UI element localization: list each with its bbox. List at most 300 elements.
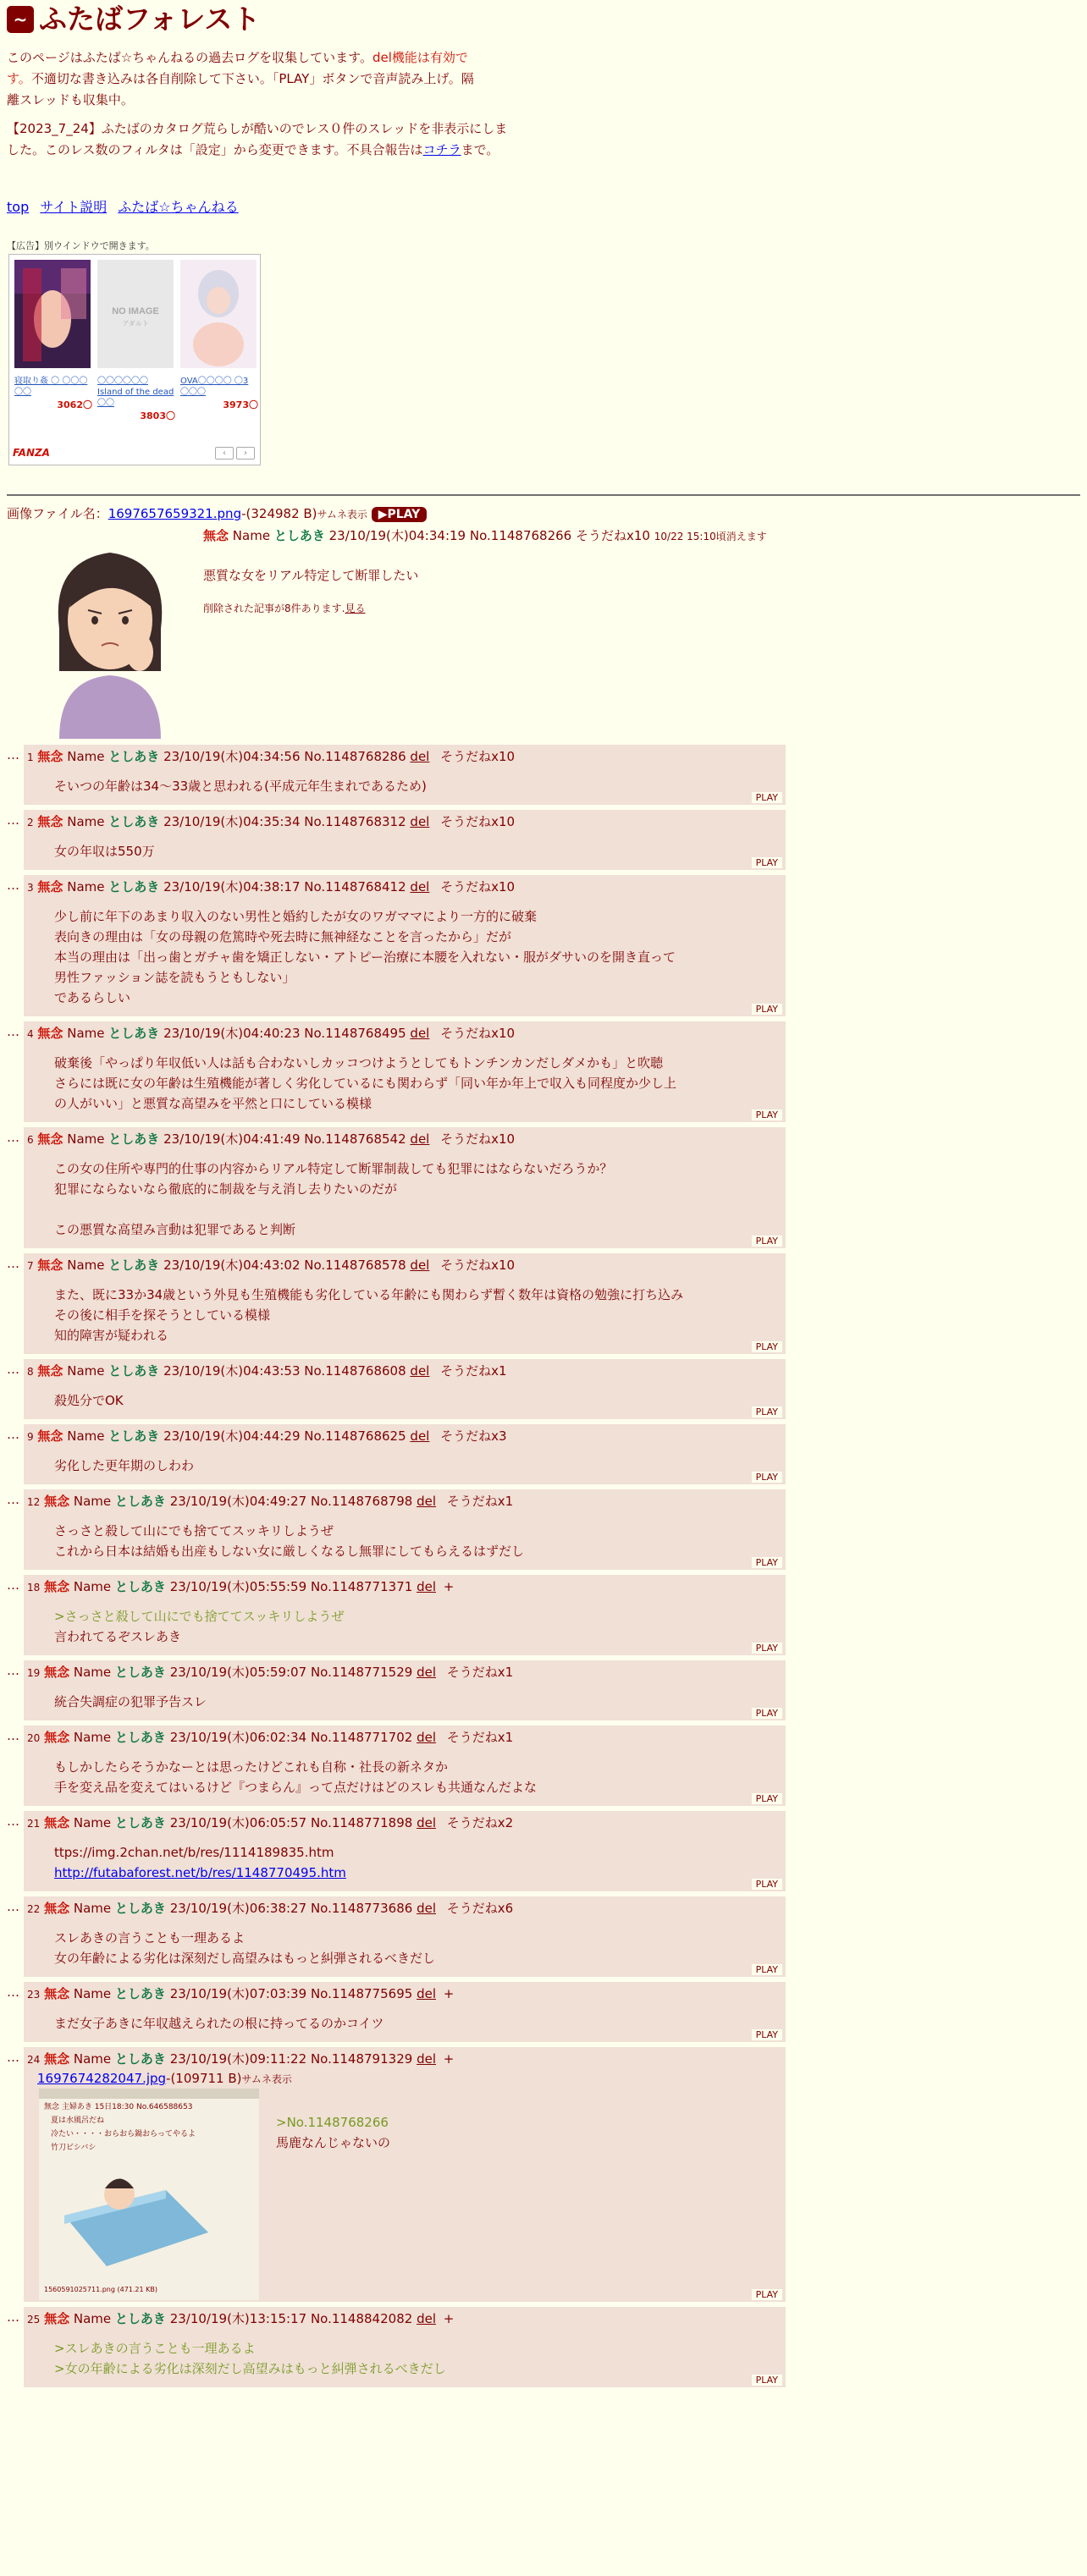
sodane-button[interactable]: + bbox=[443, 2051, 455, 2067]
post-number[interactable]: No.1148771371 bbox=[310, 1579, 413, 1594]
poster-name: としあき bbox=[114, 1986, 166, 2001]
ad-thumbnail[interactable] bbox=[14, 260, 91, 368]
reply-text: 少し前に年下のあまり収入のない男性と婚約したが女のワガママにより一方的に破棄 表向きの理由は「女の母親の危篤時や死去時に無神経なことを言ったから」だが 本当の理由は「出っ歯とガチャ歯を矯正しない・アトピー治療に本腰を入れない・服がダサいのを開き直って 男性ファッション誌を読もうともしない」 であるらしい bbox=[54, 909, 676, 1005]
reply-body bbox=[27, 2003, 782, 2040]
play-button[interactable]: PLAY bbox=[752, 1109, 782, 1120]
reply-marker: … bbox=[7, 1130, 18, 1145]
reply-text: ttps://img.2chan.net/b/res/1114189835.htm bbox=[54, 1845, 334, 1860]
reply-marker: … bbox=[7, 1427, 18, 1442]
reply-header bbox=[27, 1900, 782, 1918]
del-link[interactable]: del bbox=[410, 1258, 430, 1273]
sodane-button[interactable]: そうだねx1 bbox=[446, 1665, 514, 1680]
no-image-text: NO IMAGE bbox=[112, 306, 159, 316]
sodane-button[interactable]: そうだねx10 bbox=[440, 879, 516, 894]
reply-marker: … bbox=[7, 1663, 18, 1678]
file-size: -(324982 B) bbox=[241, 506, 317, 521]
post-date: 23/10/19(木)07:03:39 bbox=[169, 1986, 307, 2001]
reply-index: 4 bbox=[27, 1028, 34, 1040]
poster-name: としあき bbox=[108, 1026, 160, 1041]
reply-row bbox=[7, 1575, 786, 1655]
del-link[interactable]: del bbox=[417, 1579, 436, 1594]
post-subject: 無念 bbox=[37, 1363, 63, 1379]
name-label: Name bbox=[67, 1428, 105, 1444]
reply-row bbox=[7, 1424, 786, 1484]
post-subject: 無念 bbox=[37, 879, 63, 894]
quote-text: >No.1148768266 bbox=[276, 2115, 389, 2130]
post-number[interactable]: No.1148768412 bbox=[304, 879, 406, 894]
poster-name: としあき bbox=[108, 1258, 160, 1273]
play-button[interactable]: PLAY bbox=[752, 2375, 782, 2386]
reply-header bbox=[27, 1664, 782, 1682]
reply-text: 女の年収は550万 bbox=[54, 844, 155, 859]
name-label: Name bbox=[73, 1986, 112, 2001]
reply-index: 22 bbox=[27, 1903, 41, 1915]
reply-index: 21 bbox=[27, 1818, 41, 1830]
poster-name: としあき bbox=[114, 1901, 166, 1916]
sodane-button[interactable]: そうだねx10 bbox=[576, 528, 650, 543]
name-label: Name bbox=[73, 2311, 112, 2326]
reply-body bbox=[27, 1148, 782, 1247]
intro-line-2: 不適切な書き込みは各自削除して下さい。「PLAY」ボタンで音声読み上げ。隔 bbox=[30, 70, 474, 86]
post-number[interactable]: No.1148771529 bbox=[310, 1665, 413, 1680]
ad-item-title[interactable]: 〇〇〇〇〇〇 Island of the dead 〇〇 bbox=[97, 377, 174, 408]
reply-row bbox=[7, 1489, 786, 1570]
name-label: Name bbox=[67, 749, 105, 764]
poster-name: としあき bbox=[114, 1815, 166, 1830]
reply-text: 馬鹿なんじゃないの bbox=[276, 2135, 391, 2150]
intro-highlight: del機能は有効で bbox=[372, 50, 468, 65]
nav-about-link[interactable]: サイト説明 bbox=[40, 199, 108, 215]
name-label: Name bbox=[232, 528, 271, 543]
reply-box bbox=[24, 1726, 786, 1806]
reply-row bbox=[7, 2307, 786, 2387]
sodane-button[interactable]: そうだねx10 bbox=[440, 1026, 516, 1041]
play-button[interactable]: PLAY bbox=[752, 1557, 782, 1568]
next-arrow-icon[interactable]: › bbox=[236, 447, 255, 460]
reply-box bbox=[24, 745, 786, 805]
reply-index: 19 bbox=[27, 1667, 41, 1679]
show-deleted-link[interactable]: 見る bbox=[345, 603, 366, 614]
sodane-button[interactable]: そうだねx10 bbox=[440, 1258, 516, 1273]
reply-row bbox=[7, 1896, 786, 1977]
sodane-button[interactable]: そうだねx3 bbox=[440, 1428, 507, 1444]
post-number[interactable]: No.1148773686 bbox=[310, 1901, 413, 1916]
ad-item-price: 3062〇 bbox=[57, 399, 92, 410]
reply-body bbox=[27, 831, 782, 868]
del-link[interactable]: del bbox=[410, 879, 430, 894]
no-image-sub: アダルト bbox=[122, 320, 149, 328]
reply-index: 12 bbox=[27, 1496, 41, 1508]
reply-row bbox=[7, 1127, 786, 1248]
site-title: ふたばフォレスト bbox=[39, 3, 261, 36]
reply-row bbox=[7, 1253, 786, 1354]
sodane-button[interactable]: そうだねx2 bbox=[446, 1815, 514, 1830]
post-subject: 無念 bbox=[44, 1579, 70, 1594]
reply-index: 3 bbox=[27, 882, 34, 894]
reply-marker: … bbox=[7, 747, 18, 762]
reply-header bbox=[27, 813, 782, 831]
reply-index: 24 bbox=[27, 2054, 41, 2066]
reply-box bbox=[24, 1021, 786, 1122]
reply-row bbox=[7, 875, 786, 1016]
poster-name: としあき bbox=[114, 2051, 166, 2067]
reply-body bbox=[27, 1380, 782, 1417]
sodane-button[interactable]: そうだねx1 bbox=[446, 1494, 514, 1509]
post-subject: 無念 bbox=[37, 1258, 63, 1273]
poster-name: としあき bbox=[114, 1665, 166, 1680]
sodane-button[interactable]: そうだねx1 bbox=[440, 1363, 507, 1379]
deleted-text: 削除された記事が8件あります. bbox=[203, 603, 345, 614]
play-button[interactable]: PLAY bbox=[752, 1236, 782, 1247]
name-label: Name bbox=[73, 1901, 112, 1916]
no-image-placeholder[interactable] bbox=[97, 260, 174, 368]
sodane-button[interactable]: そうだねx6 bbox=[446, 1901, 514, 1916]
del-link[interactable]: del bbox=[417, 1986, 436, 2001]
del-link[interactable]: del bbox=[417, 1901, 436, 1916]
post-subject: 無念 bbox=[37, 1026, 63, 1041]
reply-box bbox=[24, 1896, 786, 1977]
post-subject: 無念 bbox=[203, 528, 229, 543]
reply-box bbox=[24, 1575, 786, 1655]
post-number[interactable]: No.1148768578 bbox=[304, 1258, 406, 1273]
post-date: 23/10/19(木)04:35:34 bbox=[163, 814, 301, 829]
play-button[interactable]: PLAY bbox=[752, 1708, 782, 1719]
post-number[interactable]: No.1148771702 bbox=[310, 1730, 413, 1745]
reply-index: 18 bbox=[27, 1582, 41, 1593]
reply-header bbox=[27, 2050, 782, 2068]
reply-text: 殺処分でOK bbox=[54, 1393, 124, 1408]
image-text: 夏は水風呂だね bbox=[51, 2116, 105, 2125]
post-subject: 無念 bbox=[44, 2051, 70, 2067]
reply-box bbox=[24, 2307, 786, 2387]
reply-box bbox=[24, 1127, 786, 1248]
reply-header bbox=[27, 748, 782, 766]
play-button[interactable]: PLAY bbox=[752, 1793, 782, 1804]
poster-name: としあき bbox=[108, 814, 160, 829]
sodane-button[interactable]: そうだねx10 bbox=[440, 1131, 516, 1147]
reply-marker: … bbox=[7, 1728, 18, 1743]
reply-header bbox=[27, 1578, 782, 1596]
sodane-button[interactable]: + bbox=[443, 1986, 455, 2001]
poster-name: としあき bbox=[108, 1131, 160, 1147]
post-subject: 無念 bbox=[44, 1665, 70, 1680]
name-label: Name bbox=[73, 1494, 112, 1509]
post-date: 23/10/19(木)06:02:34 bbox=[169, 1730, 307, 1745]
ad-item-price: 3803〇 bbox=[140, 410, 175, 421]
play-button[interactable]: PLAY bbox=[752, 857, 782, 868]
reply-body bbox=[27, 2328, 782, 2386]
post-date: 23/10/19(木)04:43:02 bbox=[163, 1258, 301, 1273]
sodane-button[interactable]: + bbox=[443, 1579, 455, 1594]
post-date: 23/10/19(木)04:41:49 bbox=[163, 1131, 301, 1147]
post-date: 23/10/19(木)06:38:27 bbox=[169, 1901, 307, 1916]
post-number[interactable]: No.1148768542 bbox=[304, 1131, 406, 1147]
reply-text: まだ女子あきに年収越えられたの根に持ってるのかコイツ bbox=[54, 2016, 384, 2031]
post-number[interactable]: No.1148768625 bbox=[304, 1428, 406, 1444]
reply-row bbox=[7, 745, 786, 805]
post-number[interactable]: No.1148775695 bbox=[310, 1986, 413, 2001]
reply-text: 破棄後「やっぱり年収低い人は話も合わないしカッコつけようとしてもトンチンカンだしダメかも」と吹聴 さらには既に女の年齢は生殖機能が著しく劣化しているにも関わらず「同い年か年上で収入も同程度か少し上 の人がいい」と悪質な高望みを平然と口にしている模様 bbox=[54, 1055, 677, 1111]
reply-index: 2 bbox=[27, 817, 34, 828]
name-label: Name bbox=[73, 1665, 112, 1680]
reply-body bbox=[27, 896, 782, 1015]
op-file-line bbox=[7, 504, 1082, 524]
ad-item[interactable] bbox=[14, 260, 92, 413]
ad-item[interactable] bbox=[97, 260, 175, 424]
notice-body: 【2023_7_24】ふたばのカタログ荒らしが酷いのでレス０件のスレッドを非表示にしました。このレス数のフィルタは「設定」から変更できます。不具合報告は bbox=[7, 121, 508, 157]
play-button[interactable]: PLAY bbox=[752, 1879, 782, 1890]
reply-row bbox=[7, 810, 786, 870]
reply-index: 9 bbox=[27, 1431, 34, 1443]
divider bbox=[7, 494, 1080, 496]
post-date: 23/10/19(木)05:55:59 bbox=[169, 1579, 307, 1594]
op-file-link[interactable]: 1697657659321.png bbox=[108, 506, 242, 521]
reply-box bbox=[24, 1982, 786, 2042]
post-subject: 無念 bbox=[44, 1986, 70, 2001]
reply-box bbox=[24, 1359, 786, 1419]
reply-row bbox=[7, 2047, 786, 2302]
poster-name: としあき bbox=[108, 879, 160, 894]
name-label: Name bbox=[73, 1579, 112, 1594]
reply-box bbox=[24, 1660, 786, 1720]
reply-text: また、既に33か34歳という外見も生殖機能も劣化している年齢にも関わらず暫く数年は資格の勉強に打ち込み その後に相手を探そうとしている模様 知的障害が疑われる bbox=[54, 1287, 684, 1343]
del-link[interactable]: del bbox=[417, 2311, 436, 2326]
reply-index: 20 bbox=[27, 1732, 41, 1744]
reply-body bbox=[27, 1918, 782, 1975]
site-logo-icon[interactable]: ~ bbox=[7, 6, 34, 33]
name-label: Name bbox=[67, 1131, 105, 1147]
del-link[interactable]: del bbox=[417, 2051, 436, 2067]
reply-file-link[interactable]: 1697674282047.jpg bbox=[37, 2071, 167, 2086]
nav-futaba-link[interactable]: ふたば☆ちゃんねる bbox=[118, 199, 239, 215]
image-text: 竹刀ビシバシ bbox=[51, 2144, 97, 2152]
play-button[interactable]: PLAY bbox=[752, 1964, 782, 1975]
del-link[interactable]: del bbox=[410, 1026, 430, 1041]
reply-marker: … bbox=[7, 812, 18, 828]
reply-header bbox=[27, 1814, 782, 1832]
notice-text bbox=[7, 118, 515, 161]
reply-header bbox=[27, 878, 782, 896]
op-text: 悪質な女をリアル特定して断罪したい bbox=[203, 568, 419, 583]
reply-body bbox=[27, 1747, 782, 1804]
poster-name: としあき bbox=[108, 1363, 160, 1379]
del-link[interactable]: del bbox=[410, 1428, 430, 1444]
name-label: Name bbox=[67, 1258, 105, 1273]
fanza-logo: FANZA bbox=[13, 446, 50, 459]
reply-marker: … bbox=[7, 1492, 18, 1507]
post-date: 23/10/19(木)04:44:29 bbox=[163, 1428, 301, 1444]
reply-body bbox=[27, 1596, 782, 1654]
play-button[interactable]: PLAY bbox=[752, 1341, 782, 1352]
reply-body bbox=[27, 1445, 782, 1483]
post-subject: 無念 bbox=[44, 1901, 70, 1916]
post-number[interactable]: No.1148842082 bbox=[310, 2311, 413, 2326]
post-subject: 無念 bbox=[44, 2311, 70, 2326]
reply-header bbox=[27, 1729, 782, 1747]
reply-text: スレあきの言うことも一理あるよ 女の年齢による劣化は深刻だし高望みはもっと糾弾されるべきだし bbox=[54, 1930, 436, 1966]
del-link[interactable]: del bbox=[410, 1131, 430, 1147]
reply-marker: … bbox=[7, 1362, 18, 1377]
name-label: Name bbox=[73, 1815, 112, 1830]
reply-text: もしかしたらそうかなーとは思ったけどこれも自称・社長の新ネタか 手を変え品を変えてはいるけど『つまらん』って点だけはどのスレも共通なんだよな bbox=[54, 1759, 538, 1795]
reply-header bbox=[27, 2310, 782, 2328]
top-nav bbox=[7, 196, 246, 218]
poster-name: としあき bbox=[114, 2311, 166, 2326]
post-number[interactable]: No.1148768312 bbox=[304, 814, 406, 829]
site-header bbox=[7, 3, 261, 36]
post-date: 23/10/19(木)04:40:23 bbox=[163, 1026, 301, 1041]
reply-index: 1 bbox=[27, 751, 34, 763]
post-subject: 無念 bbox=[37, 1428, 63, 1444]
sodane-button[interactable]: そうだねx10 bbox=[440, 749, 516, 764]
reply-header bbox=[27, 1428, 782, 1445]
name-label: Name bbox=[67, 879, 105, 894]
play-button[interactable]: PLAY bbox=[752, 1406, 782, 1417]
reply-index: 23 bbox=[27, 1989, 41, 2001]
op-body bbox=[203, 527, 1050, 617]
reply-header bbox=[27, 1985, 782, 2003]
reply-body bbox=[27, 1832, 782, 1890]
play-button[interactable]: PLAY bbox=[752, 1643, 782, 1654]
op-image[interactable] bbox=[25, 527, 193, 739]
post-number[interactable]: No.1148768266 bbox=[469, 528, 572, 543]
prev-arrow-icon[interactable]: ‹ bbox=[215, 447, 234, 460]
reply-marker: … bbox=[7, 1256, 18, 1271]
ad-banner[interactable] bbox=[8, 254, 261, 465]
ad-item-title[interactable]: 寝取り姦 〇 〇〇〇〇〇 bbox=[14, 377, 88, 397]
reply-marker: … bbox=[7, 2050, 18, 2065]
post-subject: 無念 bbox=[44, 1815, 70, 1830]
reply-box bbox=[24, 810, 786, 870]
thumb-view-link[interactable]: サムネ表示 bbox=[317, 509, 367, 520]
reply-header bbox=[27, 1493, 782, 1511]
ad-item-title[interactable]: OVA〇〇〇〇 〇3 〇〇〇 bbox=[180, 377, 249, 397]
reply-index: 6 bbox=[27, 1134, 34, 1146]
reply-marker: … bbox=[7, 2309, 18, 2325]
play-button[interactable]: PLAY bbox=[752, 1004, 782, 1015]
reply-box bbox=[24, 1424, 786, 1484]
poster-name: としあき bbox=[114, 1494, 166, 1509]
post-subject: 無念 bbox=[44, 1494, 70, 1509]
sodane-button[interactable]: そうだねx1 bbox=[446, 1730, 514, 1745]
op-header bbox=[203, 527, 1050, 545]
reply-image[interactable] bbox=[39, 2089, 259, 2300]
report-link[interactable]: コチラ bbox=[422, 141, 461, 157]
reply-index: 7 bbox=[27, 1260, 34, 1272]
ad-label: 【広告】別ウインドウで開きます。 bbox=[7, 240, 155, 251]
reply-row bbox=[7, 1021, 786, 1122]
reply-text: 劣化した更年期のしわわ bbox=[54, 1458, 195, 1473]
reply-box bbox=[24, 875, 786, 1016]
name-label: Name bbox=[73, 2051, 112, 2067]
image-text: 1560591025711.png (471.21 KB) bbox=[44, 2286, 157, 2293]
reply-box bbox=[24, 2047, 786, 2302]
post-number[interactable]: No.1148768286 bbox=[304, 749, 406, 764]
play-button[interactable]: PLAY bbox=[752, 1472, 782, 1483]
reply-row bbox=[7, 1811, 786, 1891]
nav-top-link[interactable]: top bbox=[7, 199, 30, 215]
file-label: 画像ファイル名： bbox=[7, 506, 108, 521]
post-date: 23/10/19(木)04:34:19 bbox=[328, 528, 466, 543]
del-link[interactable]: del bbox=[417, 1665, 436, 1680]
post-number[interactable]: No.1148768798 bbox=[310, 1494, 413, 1509]
reply-box bbox=[24, 1811, 786, 1891]
thumb-view-link[interactable]: サムネ表示 bbox=[241, 2073, 292, 2085]
play-button[interactable]: PLAY bbox=[752, 792, 782, 803]
reply-box bbox=[24, 1489, 786, 1570]
post-number[interactable]: No.1148771898 bbox=[310, 1815, 413, 1830]
post-number[interactable]: No.1148791329 bbox=[310, 2051, 413, 2067]
ad-item-price: 3973〇 bbox=[223, 399, 258, 410]
reply-list bbox=[7, 745, 786, 2392]
poster-name: としあき bbox=[108, 1428, 160, 1444]
reply-image-row bbox=[27, 2089, 782, 2300]
sodane-button[interactable]: そうだねx10 bbox=[440, 814, 516, 829]
post-date: 23/10/19(木)04:43:53 bbox=[163, 1363, 301, 1379]
post-number[interactable]: No.1148768608 bbox=[304, 1363, 406, 1379]
expire-time: 10/22 15:10頃消えます bbox=[654, 531, 767, 542]
del-link[interactable]: del bbox=[410, 1363, 430, 1379]
image-text: 無念 主婦あき 15日18:30 No.646588653 bbox=[44, 2103, 193, 2111]
reply-index: 8 bbox=[27, 1366, 34, 1378]
file-size: -(109711 B) bbox=[166, 2071, 242, 2086]
del-link[interactable]: del bbox=[417, 1815, 436, 1830]
reply-body bbox=[27, 1274, 782, 1352]
ad-thumbnail[interactable] bbox=[180, 260, 257, 368]
reply-header bbox=[27, 1257, 782, 1274]
reply-file-line bbox=[27, 2068, 782, 2089]
reply-text: この女の住所や専門的仕事の内容からリアル特定して断罪制裁しても犯罪にはならないだろうか？ 犯罪にならないなら徹底的に制裁を与え消し去りたいのだが この悪質な高望み言動は犯罪であると判断 bbox=[54, 1161, 613, 1237]
name-label: Name bbox=[73, 1730, 112, 1745]
play-button[interactable]: PLAY bbox=[752, 2029, 782, 2040]
reply-marker: … bbox=[7, 1577, 18, 1593]
op-post bbox=[7, 504, 1082, 614]
reply-marker: … bbox=[7, 1814, 18, 1829]
deleted-note bbox=[203, 601, 1050, 617]
play-button[interactable]: PLAY bbox=[752, 2289, 782, 2300]
sodane-button[interactable]: + bbox=[443, 2311, 455, 2326]
quote-text: >さっさと殺して山にでも捨ててスッキリしようぜ bbox=[54, 1609, 345, 1624]
reply-marker: … bbox=[7, 1899, 18, 1914]
del-link[interactable]: del bbox=[410, 749, 430, 764]
reply-marker: … bbox=[7, 1024, 18, 1039]
poster-name: としあき bbox=[114, 1730, 166, 1745]
reply-header bbox=[27, 1025, 782, 1043]
ad-item[interactable] bbox=[180, 260, 258, 413]
post-number[interactable]: No.1148768495 bbox=[304, 1026, 406, 1041]
reply-index: 25 bbox=[27, 2314, 41, 2326]
poster-name: としあき bbox=[114, 1579, 166, 1594]
name-label: Name bbox=[67, 1363, 105, 1379]
reply-text-block bbox=[276, 2089, 390, 2300]
quote-text: >スレあきの言うことも一理あるよ >女の年齢による劣化は深刻だし高望みはもっと糾弾されるべきだし bbox=[54, 2341, 446, 2376]
del-link[interactable]: del bbox=[417, 1494, 436, 1509]
post-date: 23/10/19(木)04:38:17 bbox=[163, 879, 301, 894]
reply-link[interactable]: http://futabaforest.net/b/res/1148770495.htm bbox=[54, 1865, 346, 1880]
post-date: 23/10/19(木)13:15:17 bbox=[169, 2311, 307, 2326]
del-link[interactable]: del bbox=[417, 1730, 436, 1745]
reply-row bbox=[7, 1726, 786, 1806]
reply-row bbox=[7, 1660, 786, 1720]
del-link[interactable]: del bbox=[410, 814, 430, 829]
intro-text bbox=[7, 47, 515, 110]
reply-header bbox=[27, 1131, 782, 1148]
reply-body bbox=[27, 1682, 782, 1719]
intro-highlight-2: す。 bbox=[7, 70, 31, 86]
reply-body bbox=[27, 766, 782, 803]
post-subject: 無念 bbox=[37, 1131, 63, 1147]
play-button[interactable]: ▶PLAY bbox=[372, 507, 428, 522]
